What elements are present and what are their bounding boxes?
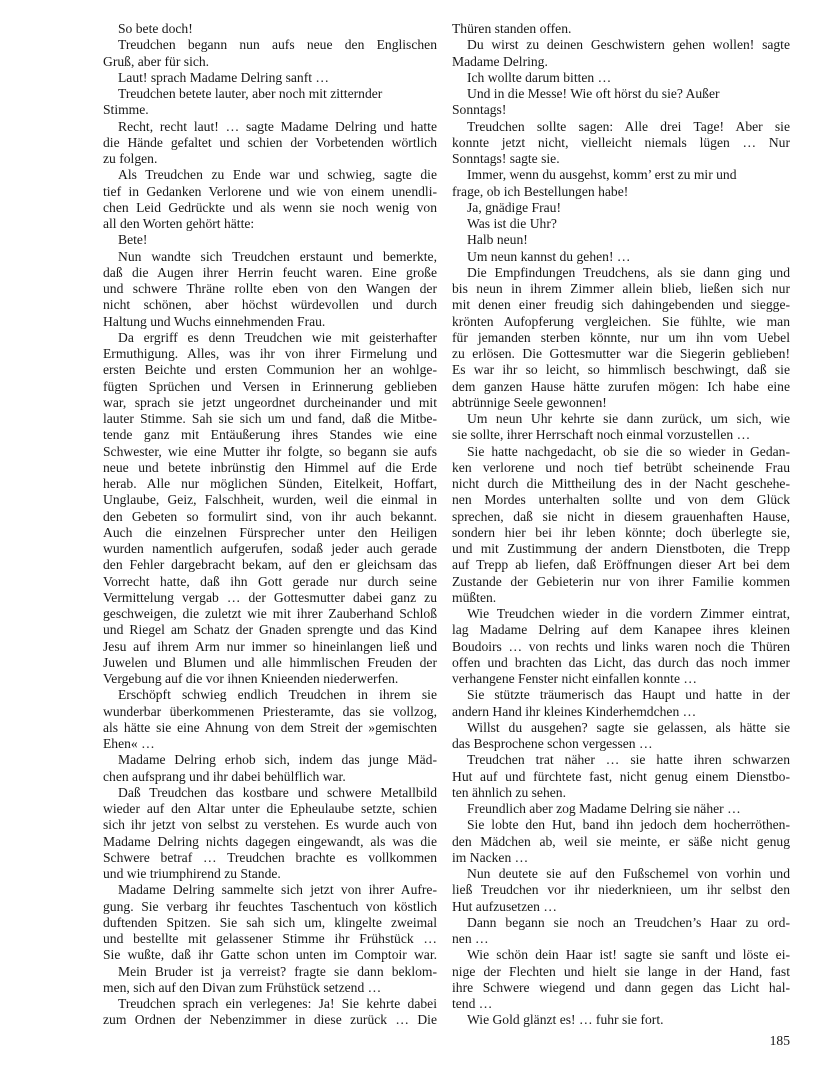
text-line: [452, 622, 790, 638]
text-line: [452, 281, 790, 297]
text-line: [103, 395, 437, 411]
text-line-content: die Hände gefaltet und schien der Vorbetenden wörtlich: [103, 134, 437, 150]
text-line: [103, 574, 437, 590]
text-line-content: Madame Delring.: [452, 53, 548, 69]
text-line-content: Freundlich aber zog Madame Delring sie näher …: [467, 801, 741, 816]
text-line: [103, 866, 437, 882]
text-line: [452, 21, 790, 37]
text-line: [452, 135, 790, 151]
text-line: [452, 541, 790, 557]
text-line-content: Madame Delring nichts dagegen eingewandt, als was die: [103, 833, 437, 849]
text-line: [452, 86, 790, 102]
text-line: [103, 817, 437, 833]
text-line: [103, 86, 437, 102]
text-line-content: Treudchen begann nun aufs neue den Englischen: [118, 37, 437, 53]
text-line: [452, 249, 790, 265]
text-line: [452, 785, 790, 801]
left-column: [103, 21, 437, 1029]
text-line: [103, 249, 437, 265]
text-line: [103, 297, 437, 313]
text-line: [452, 395, 790, 411]
text-line-content: für jemanden sterben könnte, nur um ihn vom Uebel: [452, 329, 790, 345]
text-line: [103, 167, 437, 183]
text-line: [452, 525, 790, 541]
text-line: [103, 720, 437, 736]
text-line-content: und bestellte mit gelassener Stimme ihr Frühstück …: [103, 931, 437, 946]
text-line: [452, 379, 790, 395]
text-line: [103, 882, 437, 898]
text-line: [452, 200, 790, 216]
text-line: [452, 265, 790, 281]
text-line-content: Mein Bruder ist ja verreist? fragte sie dann beklom-: [118, 963, 437, 979]
text-line: [452, 330, 790, 346]
text-line-content: Du wirst zu deinen Geschwistern gehen wollen! sagte: [467, 37, 790, 53]
text-line-content: Wie Gold glänzt es! … fuhr sie fort.: [467, 1012, 664, 1028]
text-line-content: ten ähnlich zu sehen.: [452, 784, 566, 800]
text-line: [452, 411, 790, 427]
text-line-content: Was ist die Uhr?: [467, 216, 557, 231]
text-line-content: Wie schön dein Haar ist! sagte sie sanft und löste ei-: [467, 947, 790, 963]
text-line: [103, 736, 437, 752]
text-line: [452, 752, 790, 768]
text-line: [452, 297, 790, 313]
text-line-content: Gruß, aber für sich.: [103, 53, 210, 69]
text-line-content: sondern hier bei ihr leben könnte; doch überlegte sie,: [452, 524, 790, 540]
text-line-content: Um neun Uhr kehrte sie dann zurück, um sich, wie: [467, 411, 790, 426]
text-line: [103, 606, 437, 622]
text-line: [452, 655, 790, 671]
text-line: [103, 314, 437, 330]
text-line-content: Schwere betraf … Treudchen brachte es vollkommen: [103, 849, 437, 865]
text-line-content: war, sprach sie jetzt ungeordnet durcheinander und mit: [103, 394, 437, 410]
text-line: [452, 964, 790, 980]
text-line: [103, 281, 437, 297]
text-line: [452, 606, 790, 622]
text-line: [103, 785, 437, 801]
text-line-content: den Fehler dargebracht bekam, auf den er gleichsam das: [103, 557, 437, 573]
text-line: [452, 151, 790, 167]
text-line-content: Es war ihr so leicht, so himmlisch beschwingt, daß sie: [452, 362, 790, 378]
text-line: [103, 135, 437, 151]
text-line-content: konnte jetzt nicht, vielleicht niemals lügen … Nur: [452, 134, 790, 150]
text-line: [103, 947, 437, 963]
text-line-content: ersten Beichte und ersten Communion her an wohlge-: [103, 362, 437, 378]
text-line-content: Nun wandte sich Treudchen erstaunt und bemerkte,: [118, 248, 437, 264]
text-line-content: andern Hand ihr kleines Kinderhemdchen …: [452, 703, 697, 719]
text-line-content: im Nacken …: [452, 849, 529, 865]
text-line: [103, 427, 437, 443]
text-line-content: nen Mordes unterhalten sollte und von dem Glück: [452, 492, 790, 508]
text-line: [452, 574, 790, 590]
text-line-content: Um neun kannst du gehen! …: [467, 248, 631, 264]
text-line-content: duftenden Spitzen. Sie sah sich um, klingelte zweimal: [103, 914, 437, 930]
text-line: [452, 216, 790, 232]
text-line: [103, 704, 437, 720]
text-line: [452, 590, 790, 606]
text-line: [103, 622, 437, 638]
text-line: [103, 931, 437, 947]
text-line-content: neue und betete inbrünstig den Himmel auf die Erde: [103, 459, 437, 475]
text-line-content: daß die Augen ihrer Herrin feucht waren. Eine große: [103, 264, 437, 280]
text-line: [103, 899, 437, 915]
text-line-content: ihre Schwere wiegend und dann gegen das Licht hal-: [452, 979, 790, 995]
text-line-content: Auch die einzelnen Fürsprecher unter den Heiligen: [103, 524, 437, 540]
text-line: [452, 899, 790, 915]
text-line: [103, 541, 437, 557]
text-line: [103, 216, 437, 232]
text-line-content: Da ergriff es denn Treudchen wie mit geisterhafter: [118, 329, 437, 345]
text-line-content: Als Treudchen zu Ende war und schwieg, sagte die: [118, 167, 437, 183]
text-line-content: Stimme.: [103, 102, 149, 118]
text-line-content: das Besprochene schon vergessen …: [452, 736, 653, 751]
text-line-content: den Gebeten so formulirt sind, von ihr auch bekannt.: [103, 508, 437, 524]
text-line-content: ken verlorene und noch tief betrübt scheinende Frau: [452, 459, 790, 475]
text-line-content: Ja, gnädige Frau!: [467, 199, 561, 215]
text-line: [452, 817, 790, 833]
text-line: [103, 834, 437, 850]
text-line: [103, 801, 437, 817]
text-line: [452, 509, 790, 525]
text-line-content: Schwester, wie eine Mutter ihr folgte, so begann sie aufs: [103, 443, 437, 459]
text-line-content: Thüren standen offen.: [452, 21, 572, 36]
text-line: [103, 639, 437, 655]
text-line-content: zu folgen.: [103, 151, 158, 166]
text-line-content: Halb neun!: [467, 232, 528, 248]
text-line: [452, 834, 790, 850]
text-line: [103, 980, 437, 996]
text-line-content: sprechen, daß sie nicht in diesem grauenhaften Hause,: [452, 508, 790, 524]
text-line: [452, 980, 790, 996]
text-line-content: und Riegel am Schatz der Gnaden sprengte und das Kind: [103, 622, 437, 638]
text-line-content: So bete doch!: [118, 21, 193, 36]
text-line-content: fügten Sprüchen und Versen in Erinnerung geblieben: [103, 378, 437, 394]
text-line: [452, 866, 790, 882]
text-line-content: Madame Delring erhob sich, indem das junge Mäd-: [118, 752, 437, 768]
text-line-content: herab. Alle nur möglichen Sünden, Eitelkeit, Hoffart,: [103, 476, 437, 491]
text-line-content: krönten Aufopferung vergleichen. Sie fühlte, wie man: [452, 313, 790, 329]
right-column: [452, 21, 790, 1029]
text-line-content: wurden namentlich aufgerufen, sodaß jeder auch gerade: [103, 541, 437, 556]
text-line-content: Unglaube, Geiz, Falschheit, wurden, weil die einmal in: [103, 492, 437, 508]
text-line-content: Sonntags! sagte sie.: [452, 151, 560, 166]
text-line: [103, 509, 437, 525]
text-line: [452, 915, 790, 931]
text-line-content: abtrünnige Seele gewonnen!: [452, 394, 607, 410]
text-line-content: Sie stützte träumerisch das Haupt und hatte in der: [467, 687, 790, 703]
text-line-content: Recht, recht laut! … sagte Madame Delring und hatte: [118, 118, 437, 134]
text-line-content: mit denen einer freudig sich dahingebenden und siegge-: [452, 297, 790, 313]
text-line-content: dem ganzen Hause hätte zurufen mögen: Ich habe eine: [452, 378, 790, 394]
text-line: [103, 996, 437, 1012]
text-line-content: verhangene Fenster nicht einfallen konnte …: [452, 671, 697, 686]
text-line-content: Wie Treudchen wieder in die vordern Zimmer eintrat,: [467, 606, 790, 621]
text-line-content: tende ganz mit Entäußerung ihres Standes wie eine: [103, 427, 437, 443]
text-line: [103, 151, 437, 167]
text-line-content: bis neun in ihrem Zimmer allein blieb, ließen sich nur: [452, 281, 790, 296]
text-line-content: gung. Sie verbarg ihr feuchtes Taschentuch von köstlich: [103, 898, 437, 914]
text-line: [452, 37, 790, 53]
text-line-content: Hut auf und fürchtete fast, nicht genug einem Dienstbo-: [452, 768, 790, 784]
text-line-content: Laut! sprach Madame Delring sanft …: [118, 69, 330, 85]
text-line: [103, 232, 437, 248]
text-line-content: Boudoirs … von rechts und links waren noch die Thüren: [452, 638, 790, 654]
text-line: [452, 704, 790, 720]
text-line: [452, 671, 790, 687]
text-line-content: nicht schönen, aber höchst würdevollen und durch: [103, 297, 437, 313]
text-line: [103, 964, 437, 980]
text-line: [452, 557, 790, 573]
text-line-content: den Mädchen ab, weil sie meinte, er säße nicht genug: [452, 833, 790, 849]
text-line: [103, 850, 437, 866]
text-line: [103, 346, 437, 362]
text-line-content: Juwelen und Blumen und alle himmlischen Freuden der: [103, 654, 437, 670]
text-line-content: Erschöpft schwieg endlich Treudchen in ihrem sie: [118, 687, 437, 703]
text-line-content: und schwere Thräne rollte eben von den Wangen der: [103, 281, 437, 296]
text-line-content: Nun deutete sie auf den Fußschemel von vorhin und: [467, 866, 790, 881]
text-line: [103, 362, 437, 378]
text-line: [103, 200, 437, 216]
text-line-content: men, sich auf den Divan zum Frühstück setzend …: [103, 979, 382, 995]
text-line: [103, 444, 437, 460]
text-line-content: zum Ordnen der Nebenzimmer in diese zurück … Die: [103, 1012, 437, 1028]
text-line-content: wunderbar überkommenen Priesteramte, das sie vollzog,: [103, 703, 437, 719]
text-line: [103, 411, 437, 427]
text-line-content: chen Leid Gedrückte und als wenn sie noch wenig von: [103, 199, 437, 215]
text-line: [452, 476, 790, 492]
text-line: [452, 801, 790, 817]
text-line: [103, 590, 437, 606]
text-line: [103, 769, 437, 785]
text-line: [452, 687, 790, 703]
text-line: [452, 346, 790, 362]
text-line-content: Vorrecht hatte, daß ihn Gott gerade nur durch seine: [103, 573, 437, 589]
text-line-content: Daß Treudchen das kostbare und schwere Metallbild: [118, 784, 437, 800]
text-line-content: Sie wußte, daß ihr Gatte schon unten im Comptoir war.: [103, 947, 437, 963]
text-line-content: Haltung und Wuchs einnehmenden Frau.: [103, 313, 326, 329]
text-line: [452, 947, 790, 963]
text-line-content: Ehen« …: [103, 736, 155, 751]
text-line: [452, 736, 790, 752]
text-line-content: Ermuthigung. Alles, was ihr von ihrer Firmelung und: [103, 346, 437, 361]
text-line: [452, 70, 790, 86]
text-line-content: Dann begann sie noch an Treudchen’s Haar zu ord-: [467, 914, 790, 930]
text-line: [103, 54, 437, 70]
text-line: [452, 460, 790, 476]
text-line: [452, 362, 790, 378]
text-line: [452, 720, 790, 736]
text-line: [452, 769, 790, 785]
text-line-content: und mit Zustimmung der andern Dienstboten, die Trepp: [452, 541, 790, 556]
text-line-content: Vermittelung vergab … der Gottesmutter dabei ganz zu: [103, 589, 437, 605]
text-line-content: tief in Gedanken Verlorene und wie von einem unendli-: [103, 183, 437, 199]
text-line-content: Sie hatte nachgedacht, ob sie die so wieder in Gedan-: [467, 443, 790, 459]
text-line: [452, 639, 790, 655]
text-line: [103, 379, 437, 395]
text-line: [103, 671, 437, 687]
text-line-content: sich ihr jetzt von selbst zu verstehen. Es wurde auch von: [103, 817, 437, 833]
text-line-content: ließ Treudchen vor ihr niederknieen, um ihr selbst den: [452, 882, 790, 898]
text-line-content: Jesu auf ihrem Arm nur immer so hineinlangen ließ und: [103, 638, 437, 654]
text-line-content: wieder auf den Altar unter die Epheulaube setzte, schien: [103, 801, 437, 816]
text-line-content: als hätte sie eine Ahnung von dem Streit der »gemischten: [103, 719, 437, 735]
text-line: [103, 70, 437, 86]
text-line: [103, 460, 437, 476]
text-line-content: und wie triumphirend zu Stande.: [103, 866, 281, 881]
text-line: [103, 525, 437, 541]
text-line-content: Immer, wenn du ausgehst, komm’ erst zu mir und: [467, 167, 737, 183]
text-line-content: zu erlösen. Die Gottesmutter war die Siegerin geblieben!: [452, 346, 790, 361]
text-line-content: nen …: [452, 931, 489, 946]
text-line-content: nige der Flechten und hielt sie lange in der Hand, fast: [452, 963, 790, 979]
text-line: [452, 1012, 790, 1028]
text-line-content: müßten.: [452, 589, 497, 605]
text-line-content: Treudchen betete lauter, aber noch mit zitternder: [118, 86, 383, 101]
text-line: [452, 232, 790, 248]
text-line: [452, 167, 790, 183]
text-line: [452, 427, 790, 443]
text-line: [103, 265, 437, 281]
text-line: [103, 21, 437, 37]
text-line-content: Und in die Messe! Wie oft hörst du sie? Außer: [467, 86, 720, 101]
text-line-content: Zustande der Gebieterin nur von ihrer Familie kommen: [452, 573, 790, 589]
text-line-content: Treudchen sprach ein verlegenes: Ja! Sie kehrte dabei: [118, 996, 437, 1011]
text-line-content: Ich wollte darum bitten …: [467, 69, 612, 85]
text-line: [103, 687, 437, 703]
text-line-content: all den Worten gehört hätte:: [103, 216, 255, 231]
text-line: [103, 102, 437, 118]
text-line-content: Die Empfindungen Treudchens, als sie dann ging und: [467, 264, 790, 280]
text-line-content: sie sollte, ihrer Herrschaft noch einmal vorzustellen …: [452, 427, 751, 443]
text-line-content: Vergebung auf die vor ihnen Knieenden niederwerfen.: [103, 671, 399, 686]
text-line: [452, 850, 790, 866]
text-line-content: Treudchen sollte sagen: Alle drei Tage! Aber sie: [467, 118, 790, 134]
text-line-content: chen aufsprang und ihr dabei behülflich war.: [103, 768, 346, 784]
text-line-content: Bete!: [118, 232, 148, 248]
text-line: [103, 492, 437, 508]
page-number: 185: [769, 1033, 790, 1048]
text-line-content: nicht durch die Mittheilung des in der Nacht geschehe-: [452, 476, 790, 491]
text-line: [452, 54, 790, 70]
text-line: [103, 119, 437, 135]
text-line: [452, 931, 790, 947]
text-line: [452, 996, 790, 1012]
text-line: [103, 476, 437, 492]
text-line-content: Willst du ausgehen? sagte sie gelassen, als hätte sie: [467, 719, 790, 735]
text-line: [452, 492, 790, 508]
text-line: [103, 557, 437, 573]
text-line-content: Sonntags!: [452, 102, 507, 118]
text-line-content: Hut aufzusetzen …: [452, 898, 557, 914]
text-line-content: Treudchen trat näher … sie hatte ihren schwarzen: [467, 752, 790, 768]
text-line: [452, 184, 790, 200]
text-line-content: Sie lobte den Hut, band ihn jedoch dem hocherröthen-: [467, 817, 790, 833]
text-line: [103, 915, 437, 931]
text-line: [103, 655, 437, 671]
text-line: [103, 1012, 437, 1028]
text-line-content: Madame Delring sammelte sich jetzt von ihrer Aufre-: [118, 882, 437, 898]
text-line: [103, 184, 437, 200]
text-line: [452, 119, 790, 135]
text-line-content: geschweigen, die zuletzt wie mit ihrer Zauberhand Schloß: [103, 606, 437, 621]
text-line: [103, 37, 437, 53]
text-line: [103, 752, 437, 768]
text-line: [452, 314, 790, 330]
text-line-content: offen und brachten das Licht, das durch das noch immer: [452, 654, 790, 670]
text-line: [452, 882, 790, 898]
text-line-content: tend …: [452, 996, 493, 1011]
text-line: [452, 444, 790, 460]
text-line-content: auf Trepp ab liefen, daß Eröffnungen dieser Art bei dem: [452, 557, 790, 573]
text-line: [103, 330, 437, 346]
text-line-content: lauter Stimme. Sah sie sich um und fand, daß die Mitbe-: [103, 411, 437, 426]
text-line-content: lag Madame Delring auf dem Kanapee ihres kleinen: [452, 622, 790, 638]
text-line: [452, 102, 790, 118]
text-line-content: frage, ob ich Bestellungen habe!: [452, 183, 629, 199]
